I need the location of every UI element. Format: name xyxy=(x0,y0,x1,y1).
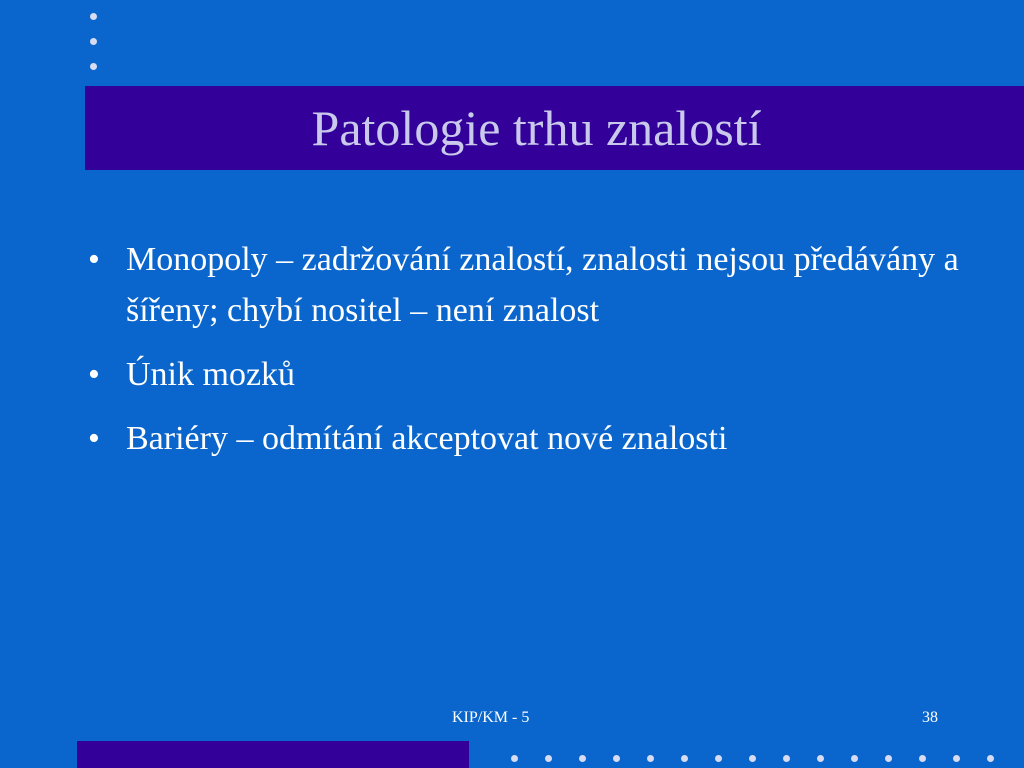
bottom-band xyxy=(77,741,469,768)
bullet-text: Únik mozků xyxy=(126,356,296,393)
decorative-dot xyxy=(681,755,688,762)
bullet-item xyxy=(88,413,968,464)
decorative-dot xyxy=(511,755,518,762)
decorative-dot xyxy=(90,63,97,70)
decorative-dot xyxy=(90,13,97,20)
decorative-dot xyxy=(579,755,586,762)
decorative-dot xyxy=(647,755,654,762)
bullet-icon: • xyxy=(88,420,100,457)
decorative-dot xyxy=(90,38,97,45)
decorative-dot xyxy=(851,755,858,762)
bullet-text: Bariéry – odmítání akceptovat nové znalosti xyxy=(126,420,728,457)
decorative-dot xyxy=(987,755,994,762)
decorative-dot xyxy=(715,755,722,762)
decorative-dot xyxy=(545,755,552,762)
bullet-icon: • xyxy=(88,356,100,393)
slide-title: Patologie trhu znalostí xyxy=(311,100,762,156)
bullet-item xyxy=(88,234,968,336)
decorative-dot xyxy=(749,755,756,762)
decorative-dot xyxy=(783,755,790,762)
decorative-dot xyxy=(953,755,960,762)
bullet-item xyxy=(88,349,968,400)
decorative-dot xyxy=(919,755,926,762)
decorative-dot xyxy=(817,755,824,762)
title-band xyxy=(85,86,1024,170)
bullet-list xyxy=(88,234,968,477)
bullet-icon: • xyxy=(88,241,100,278)
footer-label: KIP/KM - 5 xyxy=(452,709,530,726)
bullet-text: Monopoly – zadržování znalostí, znalosti nejsou předávány a šířeny; chybí nositel – není znalost xyxy=(126,241,959,329)
decorative-dot xyxy=(885,755,892,762)
page-number: 38 xyxy=(922,709,938,726)
decorative-dot xyxy=(613,755,620,762)
